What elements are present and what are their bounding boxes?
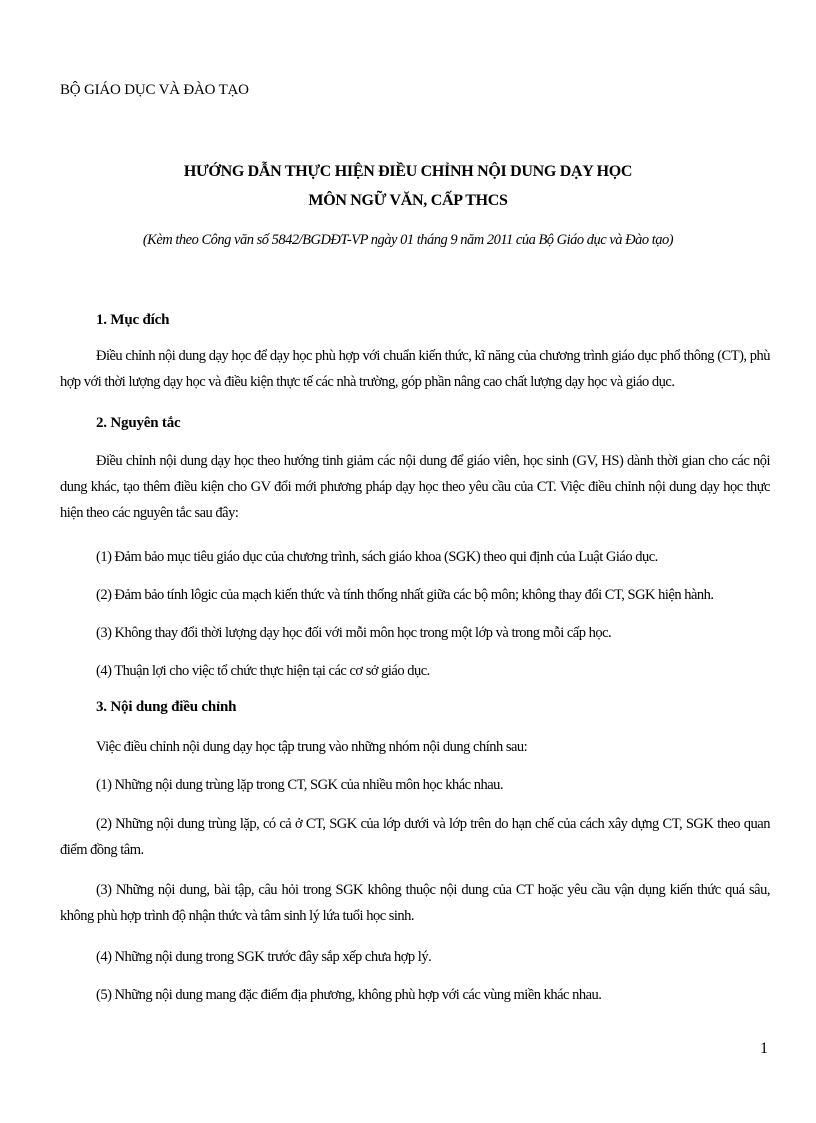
section3-intro: Việc điều chỉnh nội dung dạy học tập trung vào những nhóm nội dung chính sau: bbox=[96, 739, 528, 755]
document-title-line2: MÔN NGỮ VĂN, CẤP THCS bbox=[308, 192, 508, 209]
document-title-line1: HƯỚNG DẪN THỰC HIỆN ĐIỀU CHỈNH NỘI DUNG DẠY HỌC bbox=[183, 163, 633, 180]
section3-item-4: (4) Những nội dung trong SGK trước đây sắp xếp chưa hợp lý. bbox=[96, 949, 432, 965]
section2-item-3: (3) Không thay đổi thời lượng dạy học đối với mỗi môn học trong một lớp và trong mỗi cấp học. bbox=[96, 625, 612, 641]
section2-item-4: (4) Thuận lợi cho việc tổ chức thực hiện tại các cơ sở giáo dục. bbox=[96, 663, 430, 679]
section3-item-5: (5) Những nội dung mang đặc điểm địa phương, không phù hợp với các vùng miền khác nhau. bbox=[96, 987, 602, 1003]
section1-heading: 1. Mục đích bbox=[96, 312, 170, 328]
section1-paragraph: Điều chỉnh nội dung dạy học để dạy học phù hợp với chuẩn kiến thức, kĩ năng của chương trình giáo dục phổ thông (CT), phù hợp với thời lượng dạy học và điều kiện thực tế các nhà trường, góp phần nâng cao chất lượng dạy học và giáo dục. bbox=[60, 348, 770, 390]
section3-item-2: (2) Những nội dung trùng lặp, có cả ở CT, SGK của lớp dưới và lớp trên do hạn chế của cách xây dựng CT, SGK theo quan điểm đồng tâm. bbox=[60, 816, 770, 858]
page-number: 1 bbox=[760, 1040, 768, 1057]
document-subtitle: (Kèm theo Công văn số 5842/BGDĐT-VP ngày 01 tháng 9 năm 2011 của Bộ Giáo dục và Đào tạo) bbox=[142, 232, 674, 248]
section3-item-3: (3) Những nội dung, bài tập, câu hỏi trong SGK không thuộc nội dung của CT hoặc yêu cầu vận dụng kiến thức quá sâu, không phù hợp trình độ nhận thức và tâm sinh lý lứa tuổi học sinh. bbox=[60, 882, 770, 924]
section2-item-1: (1) Đảm bảo mục tiêu giáo dục của chương trình, sách giáo khoa (SGK) theo qui định của Luật Giáo dục. bbox=[96, 549, 658, 565]
section2-paragraph: Điều chỉnh nội dung dạy học theo hướng tinh giảm các nội dung để giáo viên, học sinh (GV, HS) dành thời gian cho các nội dung khác, tạo thêm điều kiện cho GV đổi mới phương pháp dạy học theo yêu cầu của CT. Việc điều chỉnh nội dung dạy học thực hiện theo các nguyên tắc sau đây: bbox=[60, 453, 770, 521]
section2-item-2: (2) Đảm bảo tính lôgic của mạch kiến thức và tính thống nhất giữa các bộ môn; không thay đổi CT, SGK hiện hành. bbox=[96, 587, 714, 603]
section3-heading: 3. Nội dung điều chỉnh bbox=[96, 699, 237, 715]
section3-item-1: (1) Những nội dung trùng lặp trong CT, SGK của nhiều môn học khác nhau. bbox=[96, 777, 504, 793]
section2-heading: 2. Nguyên tắc bbox=[96, 415, 181, 431]
ministry-name: BỘ GIÁO DỤC VÀ ĐÀO TẠO bbox=[60, 82, 249, 98]
